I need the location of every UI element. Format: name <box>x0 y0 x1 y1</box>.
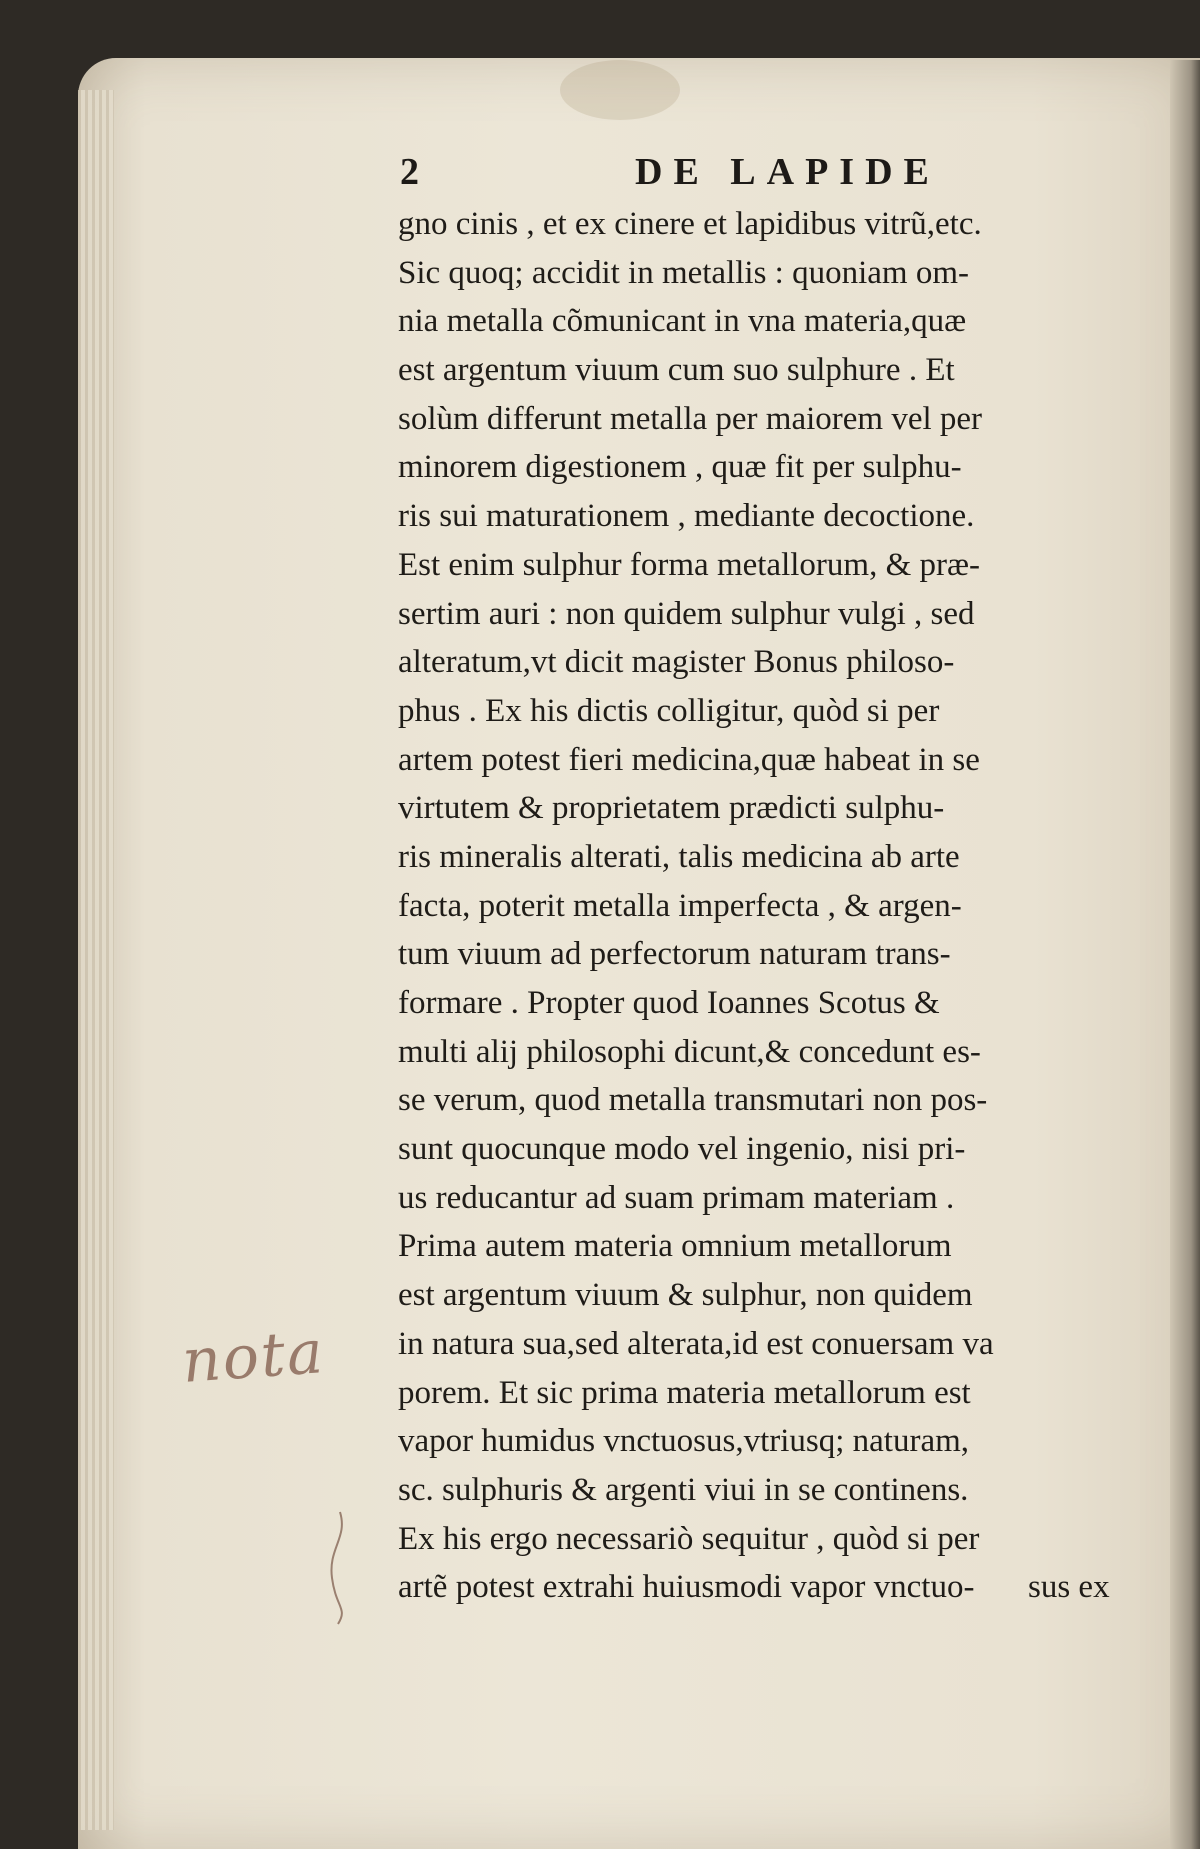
text-line: phus . Ex his dictis colligitur, quòd si per <box>398 692 940 729</box>
text-line: se verum, quod metalla transmutari non pos- <box>398 1082 988 1119</box>
text-line: Sic quoq; accidit in metallis : quoniam om- <box>398 254 969 291</box>
text-line: vapor humidus vnctuosus,vtriusq; naturam, <box>398 1423 970 1460</box>
text-line: us reducantur ad suam primam materiam . <box>398 1179 955 1216</box>
text-line: ris sui maturationem , mediante decoctione. <box>398 498 975 535</box>
text-line: gno cinis , et ex cinere et lapidibus vitrũ,etc. <box>398 206 982 242</box>
catchword: sus ex <box>1028 1569 1110 1605</box>
page-number: 2 <box>400 151 419 193</box>
text-line: virtutem & proprietatem prædicti sulphu- <box>398 790 945 827</box>
page-edges-gutter <box>78 90 114 1830</box>
text-line: sertim auri : non quidem sulphur vulgi , sed <box>398 595 975 632</box>
text-line: est argentum viuum cum suo sulphure . Et <box>398 352 955 389</box>
handwritten-margin-note: nota <box>179 1317 327 1397</box>
paper-stain <box>560 60 680 120</box>
text-line: multi alij philosophi dicunt,& concedunt es- <box>398 1033 981 1070</box>
text-line: sunt quocunque modo vel ingenio, nisi pri- <box>398 1131 966 1168</box>
text-line: solùm differunt metalla per maiorem vel per <box>398 400 983 437</box>
text-line: formare . Propter quod Ioannes Scotus & <box>398 985 940 1021</box>
page-header <box>400 150 960 202</box>
text-line: nia metalla cõmunicant in vna materia,quæ <box>398 303 967 340</box>
text-line: in natura sua,sed alterata,id est conuersam va <box>398 1325 994 1362</box>
text-line: tum viuum ad perfectorum naturam trans- <box>398 936 951 973</box>
page-fore-edge <box>1170 60 1200 1849</box>
text-line: Prima autem materia omnium metallorum <box>398 1228 952 1265</box>
text-line: artem potest fieri medicina,quæ habeat in se <box>398 741 980 778</box>
text-line: artẽ potest extrahi huiusmodi vapor vnctuo- <box>398 1569 975 1606</box>
text-line: Ex his ergo necessariò sequitur , quòd si per <box>398 1520 980 1557</box>
body-text <box>398 200 1133 1612</box>
pen-stroke-mark <box>318 1508 358 1628</box>
text-line: facta, poterit metalla imperfecta , & argen- <box>398 887 962 924</box>
text-line: est argentum viuum & sulphur, non quidem <box>398 1277 973 1314</box>
running-title: DE LAPIDE <box>635 151 940 193</box>
text-line: sc. sulphuris & argenti viui in se continens. <box>398 1471 969 1508</box>
text-line: Est enim sulphur forma metallorum, & præ- <box>398 546 980 583</box>
text-line: porem. Et sic prima materia metallorum est <box>398 1374 971 1411</box>
text-line: alteratum,vt dicit magister Bonus philoso- <box>398 644 955 681</box>
text-line: ris mineralis alterati, talis medicina ab arte <box>398 838 960 875</box>
text-line: minorem digestionem , quæ fit per sulphu- <box>398 449 962 486</box>
